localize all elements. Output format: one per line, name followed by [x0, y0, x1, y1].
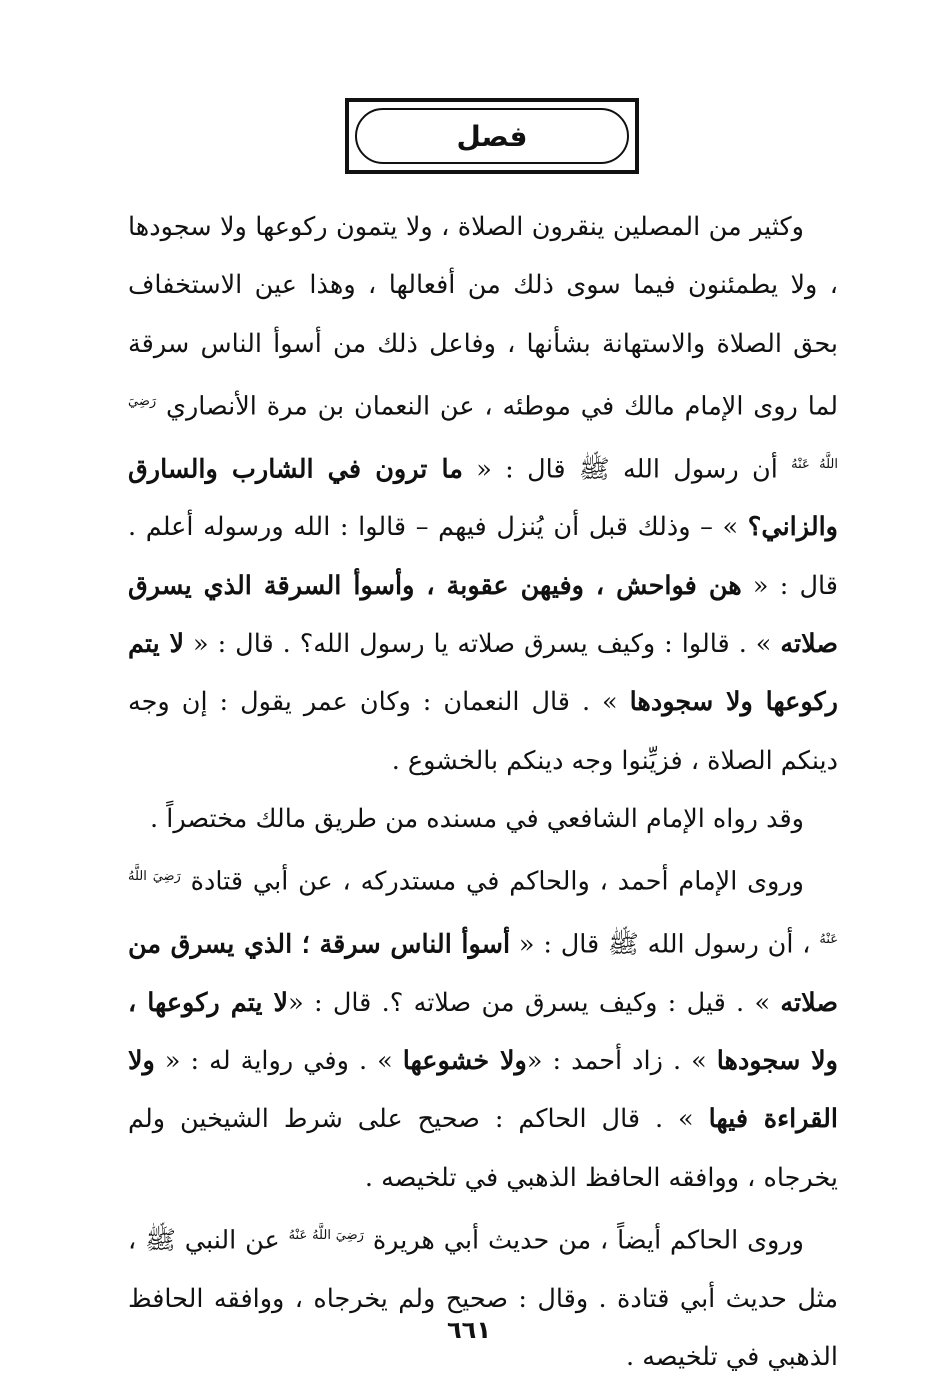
- section-heading-inner-frame: [355, 108, 629, 164]
- hadith-quote: هن فواحش ، وفيهن عقوبة ، وأسوأ السرقة الذي يسرق صلاته: [128, 570, 838, 660]
- section-heading: فصل: [456, 119, 528, 153]
- text-segment: » – وذلك قبل أن يُنزل فيهم – قالوا : الله ورسوله أعلم . قال : «: [128, 512, 838, 601]
- text-segment: » . قيل : وكيف يسرق من صلاته ؟. قال : «: [288, 987, 781, 1018]
- text-segment: » . زاد أحمد : «: [526, 1046, 717, 1077]
- paragraph: [128, 848, 838, 1207]
- text-segment: قال : «: [462, 454, 579, 485]
- text-segment: » . وفي رواية له : «: [154, 1046, 403, 1077]
- text-segment: ﷺ: [145, 1225, 176, 1256]
- text-segment: ﷺ: [608, 929, 639, 960]
- text-segment: وروى الحاكم أيضاً ، من حديث أبي هريرة: [363, 1225, 804, 1256]
- honorific: رَضِيَ اللَّهُ عَنْهُ: [128, 393, 838, 472]
- hadith-quote: لا يتم ركوعها ، ولا سجودها: [128, 987, 838, 1077]
- section-heading-frame: [345, 98, 639, 174]
- page-number: ٦٦١: [447, 1316, 491, 1344]
- text-segment: ، مثل حديث أبي قتادة . وقال : صحيح ولم يخرجاه ، ووافقه الحافظ الذهبي في تلخيصه .: [128, 1225, 838, 1373]
- hadith-quote: ولا القراءة فيها: [128, 1046, 838, 1135]
- hadith-quote: لا يتم ركوعها ولا سجودها: [128, 629, 838, 718]
- text-segment: عن النبي: [175, 1225, 289, 1256]
- text-segment: » . قال النعمان : وكان عمر يقول : إن وجه دينكم الصلاة ، فزيِّنوا وجه دينكم بالخشوع .: [128, 687, 838, 776]
- text-segment: وقد رواه الإمام الشافعي في مسنده من طريق مالك مختصراً .: [150, 803, 804, 834]
- text-segment: » . قالوا : وكيف يسرق صلاته يا رسول الله؟ . قال : «: [184, 629, 781, 660]
- text-segment: » . قال الحاكم : صحيح على شرط الشيخين ولم يخرجاه ، ووافقه الحافظ الذهبي في تلخيصه .: [128, 1104, 838, 1193]
- text-segment: قال : «: [510, 929, 609, 960]
- text-segment: ، أن رسول الله: [638, 929, 820, 960]
- paragraph: [128, 1207, 838, 1386]
- hadith-quote: ما ترون في الشارب والسارق والزاني؟: [128, 454, 838, 543]
- paragraph: [128, 198, 838, 790]
- honorific: رَضِيَ اللَّهُ عَنْهُ: [128, 869, 839, 948]
- text-segment: وكثير من المصلين ينقرون الصلاة ، ولا يتمون ركوعها ولا سجودها ، ولا يطمئنون فيما سوى ذلك من أفعالها ، وهذا عين الاستخفاف بحق الصلاة والاستهانة بشأنها ، وفاعل ذلك من أسوأ الناس سرقة لما روى الإمام مالك في موطئه ، عن النعمان بن مرة الأنصاري: [128, 212, 838, 422]
- hadith-quote: أسوأ الناس سرقة ؛ الذي يسرق من صلاته: [128, 929, 838, 1018]
- paragraph: [128, 790, 838, 848]
- text-segment: أن رسول الله: [609, 454, 792, 485]
- hadith-quote: ولا خشوعها: [402, 1046, 527, 1077]
- text-segment: وروى الإمام أحمد ، والحاكم في مستدركه ، عن أبي قتادة: [180, 866, 804, 897]
- text-segment: ﷺ: [578, 454, 610, 485]
- body-text: [128, 198, 838, 1386]
- honorific: رَضِيَ اللَّهُ عَنْهُ: [288, 1228, 364, 1244]
